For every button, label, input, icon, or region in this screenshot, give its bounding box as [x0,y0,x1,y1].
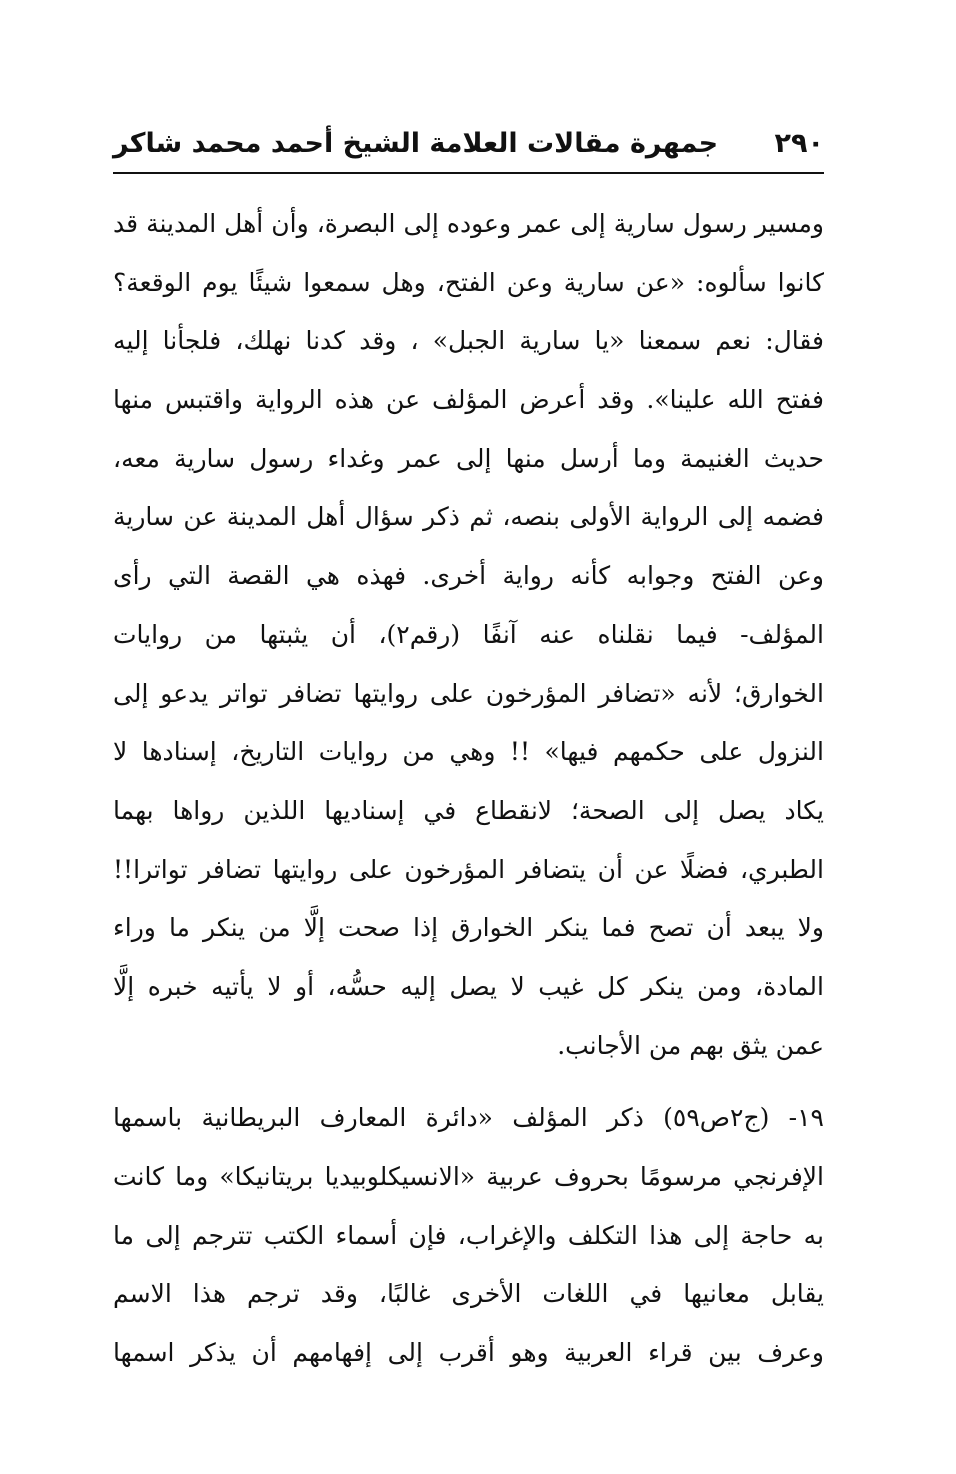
text-line: الخوارق؛ لأنه «تضافر المؤرخون على روايتها تضافر تواتر يدعو إلى [113,678,824,708]
text-line: فضمه إلى الرواية الأولى بنصه، ثم ذكر سؤال أهل المدينة عن سارية [113,502,824,532]
text-line: به حاجة إلى هذا التكلف والإغراب، فإن أسماء الكتب تترجم إلى ما [113,1220,824,1250]
paragraph [113,1089,824,1382]
text-line: حديث الغنيمة وما أرسل منها إلى عمر وغداء رسول سارية معه، [113,443,824,473]
text-line: ففتح الله علينا». وقد أعرض المؤلف عن هذه الرواية واقتبس منها [113,385,824,415]
text-line: يكاد يصل إلى الصحة؛ لانقطاع في إسناديها اللذين رواها بهما [113,795,824,825]
text-line: ١٩- (ج٢ص٥٩) ذكر المؤلف «دائرة المعارف البريطانية باسمها [113,1103,824,1133]
text-line: المادة، ومن ينكر كل غيب لا يصل إليه حسُّه، أو لا يأتيه خبره إلَّا [113,971,824,1001]
text-line: يقابل معانيها في اللغات الأخرى غالبًا، وقد ترجم هذا الاسم [113,1279,824,1309]
text-line: النزول على حكمهم فيها» !! وهي من روايات التاريخ، إسنادها لا [113,737,824,767]
text-line: ولا يبعد أن تصح فما ينكر الخوارق إذا صحت إلَّا من ينكر ما وراء [113,913,824,943]
running-title: جمهرة مقالات العلامة الشيخ أحمد محمد شاكر [113,127,719,159]
text-line: وعن الفتح وجوابه كأنه رواية أخرى. فهذه هي القصة التي رأى [113,561,824,591]
text-line: وعرف بين قراء العربية وهو أقرب إلى إفهامهم أن يذكر اسمها [113,1338,824,1368]
page-number: ٢٩٠ [774,127,824,159]
text-line: فقال: نعم سمعنا «يا سارية الجبل» ، وقد كدنا نهلك، فلجأنا إليه [113,326,824,356]
text-line: كانوا سألوه: «عن سارية وعن الفتح، وهل سمعوا شيئًا يوم الوقعة؟ [113,267,824,297]
text-line: المؤلف- فيما نقلناه عنه آنفًا (رقم٢)، أن يثبتها من روايات [113,619,824,649]
paragraph [113,195,824,1075]
text-line: الإفرنجي مرسومًا بحروف عربية «الانسيكلوبيديا بريتانيكا» وما كانت [113,1162,824,1191]
header-rule [113,172,824,174]
text-line: عمن يثق بهم من الأجانب. [557,1030,824,1060]
text-line: ومسير رسول سارية إلى عمر وعوده إلى البصرة، وأن أهل المدينة قد [113,209,824,238]
text-line: الطبري، فضلًا عن أن يتضافر المؤرخون على روايتها تضافر تواترا!! [113,854,824,884]
page-header [113,118,824,168]
paragraph-gap [113,1075,824,1089]
body-text [113,195,824,1383]
